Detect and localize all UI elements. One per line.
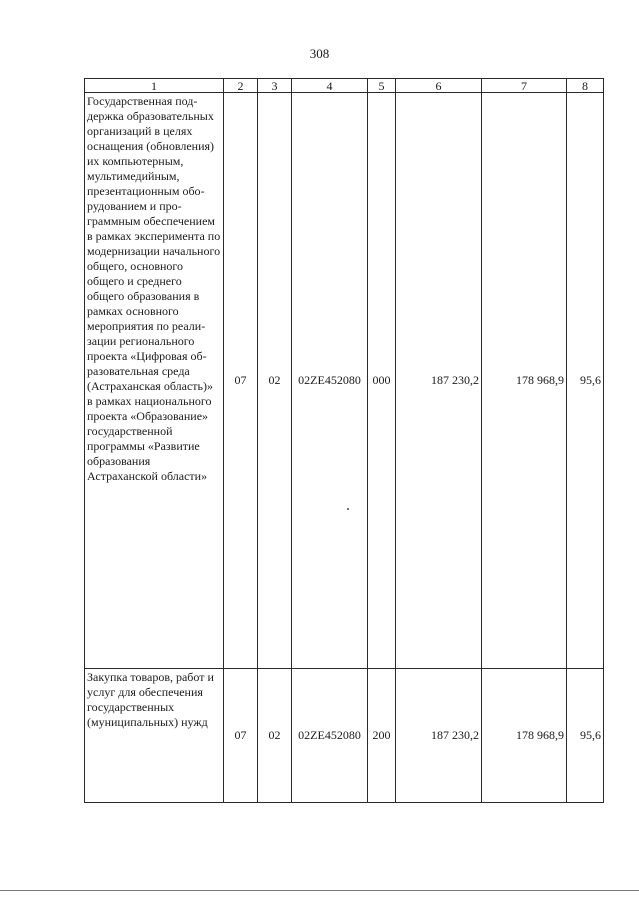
row-name-cell: Государственная поддержка образовательных организаций в целях оснащения (обновления) их компьютерным, мультимедийным, презентационным оборудованием и программным обеспечением в рамках эксперимента по модернизации начального общего, основного общего и среднего общего образования в рамках основного мероприятия по реализации регионального проекта «Цифровая образовательная среда (Астраханская область)» в рамках национального проекта «Образование» государственной программы «Развитие образования Астраханской области»	[85, 93, 224, 669]
row-section-cell: 07	[224, 93, 258, 669]
header-cell-4: 4	[292, 79, 368, 93]
row-plan-amount-cell: 187 230,2	[396, 669, 482, 803]
header-cell-7: 7	[482, 79, 567, 93]
row-section-cell: 07	[224, 669, 258, 803]
row-plan-amount-cell: 187 230,2	[396, 93, 482, 669]
budget-table	[84, 78, 604, 803]
header-cell-2: 2	[224, 79, 258, 93]
row-subsection-cell: 02	[258, 669, 292, 803]
row-percent-cell: 95,6	[567, 93, 604, 669]
row-name-cell: Закупка товаров, работ и услуг для обеспечения государственных (муниципальных) нужд	[85, 669, 224, 803]
header-cell-1: 1	[85, 79, 224, 93]
row-expense-type-cell: 000	[368, 93, 396, 669]
table-header-row	[85, 79, 604, 93]
row-actual-amount-cell: 178 968,9	[482, 669, 567, 803]
header-cell-8: 8	[567, 79, 604, 93]
row-expense-type-cell: 200	[368, 669, 396, 803]
header-cell-6: 6	[396, 79, 482, 93]
page-number: 308	[309, 46, 330, 61]
row-target-code-cell: 02ZE452080	[292, 93, 368, 669]
row-percent-cell: 95,6	[567, 669, 604, 803]
scan-edge-line	[0, 890, 639, 891]
header-cell-3: 3	[258, 79, 292, 93]
scan-speck	[347, 508, 349, 510]
row-subsection-cell: 02	[258, 93, 292, 669]
header-cell-5: 5	[368, 79, 396, 93]
row-actual-amount-cell: 178 968,9	[482, 93, 567, 669]
row-target-code-cell: 02ZE452080	[292, 669, 368, 803]
table-row	[85, 669, 604, 803]
table-row	[85, 93, 604, 669]
